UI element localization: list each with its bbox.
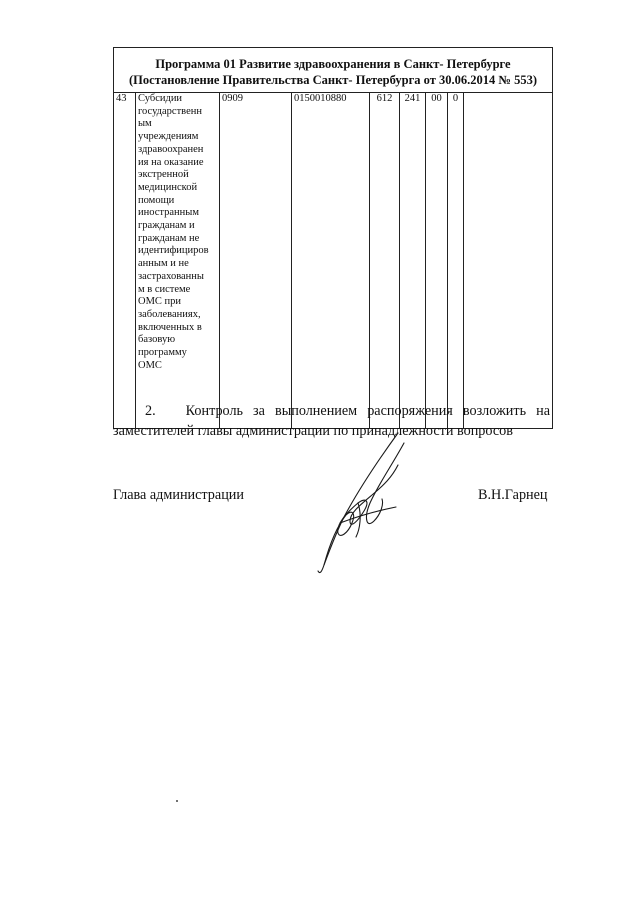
description-line: м в системе xyxy=(138,283,191,295)
description-line: ым xyxy=(138,118,152,130)
description-line: базовую xyxy=(138,334,176,346)
row-number: 43 xyxy=(114,93,136,429)
program-title: Программа 01 Развитие здравоохранения в Санкт- Петербурге xyxy=(155,57,511,71)
description-line: гражданам не xyxy=(138,232,200,244)
amount-cell xyxy=(464,93,553,429)
handwritten-signature-icon xyxy=(300,425,430,575)
signatory-name: В.Н.Гарнец xyxy=(478,487,548,503)
program-header xyxy=(114,48,553,93)
code-type: 612 xyxy=(370,93,400,429)
row-description xyxy=(136,93,220,429)
description-line: экстренной xyxy=(138,169,189,181)
description-line: помощи xyxy=(138,194,175,206)
paragraph-line-1 xyxy=(113,401,550,421)
description-line: ия на оказание xyxy=(138,156,204,168)
paragraph-number: 2. xyxy=(145,403,156,419)
code-section: 0909 xyxy=(220,93,292,429)
description-line: Субсидии xyxy=(138,93,183,104)
description-line: заболеваниях, xyxy=(138,308,201,320)
description-line: медицинской xyxy=(138,181,198,193)
scan-speck xyxy=(176,800,178,802)
description-line: государственн xyxy=(138,105,202,117)
description-line: гражданам и xyxy=(138,220,195,232)
description-line: программу xyxy=(138,347,187,359)
description-line: ОМС xyxy=(138,359,162,371)
description-line: включенных в xyxy=(138,321,202,333)
description-line: застрахованны xyxy=(138,270,204,282)
code-kosgu: 241 xyxy=(400,93,426,429)
paragraph-text-1: Контроль за выполнением распоряжения возложить на xyxy=(185,403,550,419)
table-row xyxy=(114,93,553,429)
description-line: ОМС при xyxy=(138,296,182,308)
description-line: анным и не xyxy=(138,258,189,270)
signatory-title: Глава администрации xyxy=(113,487,244,503)
code-sub: 00 xyxy=(426,93,448,429)
code-extra: 0 xyxy=(448,93,464,429)
program-decree: (Постановление Правительства Санкт- Петербурга от 30.06.2014 № 553) xyxy=(129,73,537,87)
description-line: здравоохранен xyxy=(138,143,204,155)
table-header-row xyxy=(114,48,553,93)
paragraph-line-2: заместителей главы администрации по принадлежности вопросов xyxy=(113,423,513,439)
description-line: иностранным xyxy=(138,207,199,219)
code-target: 0150010880 xyxy=(292,93,370,429)
description-line: идентифициров xyxy=(138,245,209,257)
description-line: учреждениям xyxy=(138,131,199,143)
budget-table xyxy=(113,47,553,429)
